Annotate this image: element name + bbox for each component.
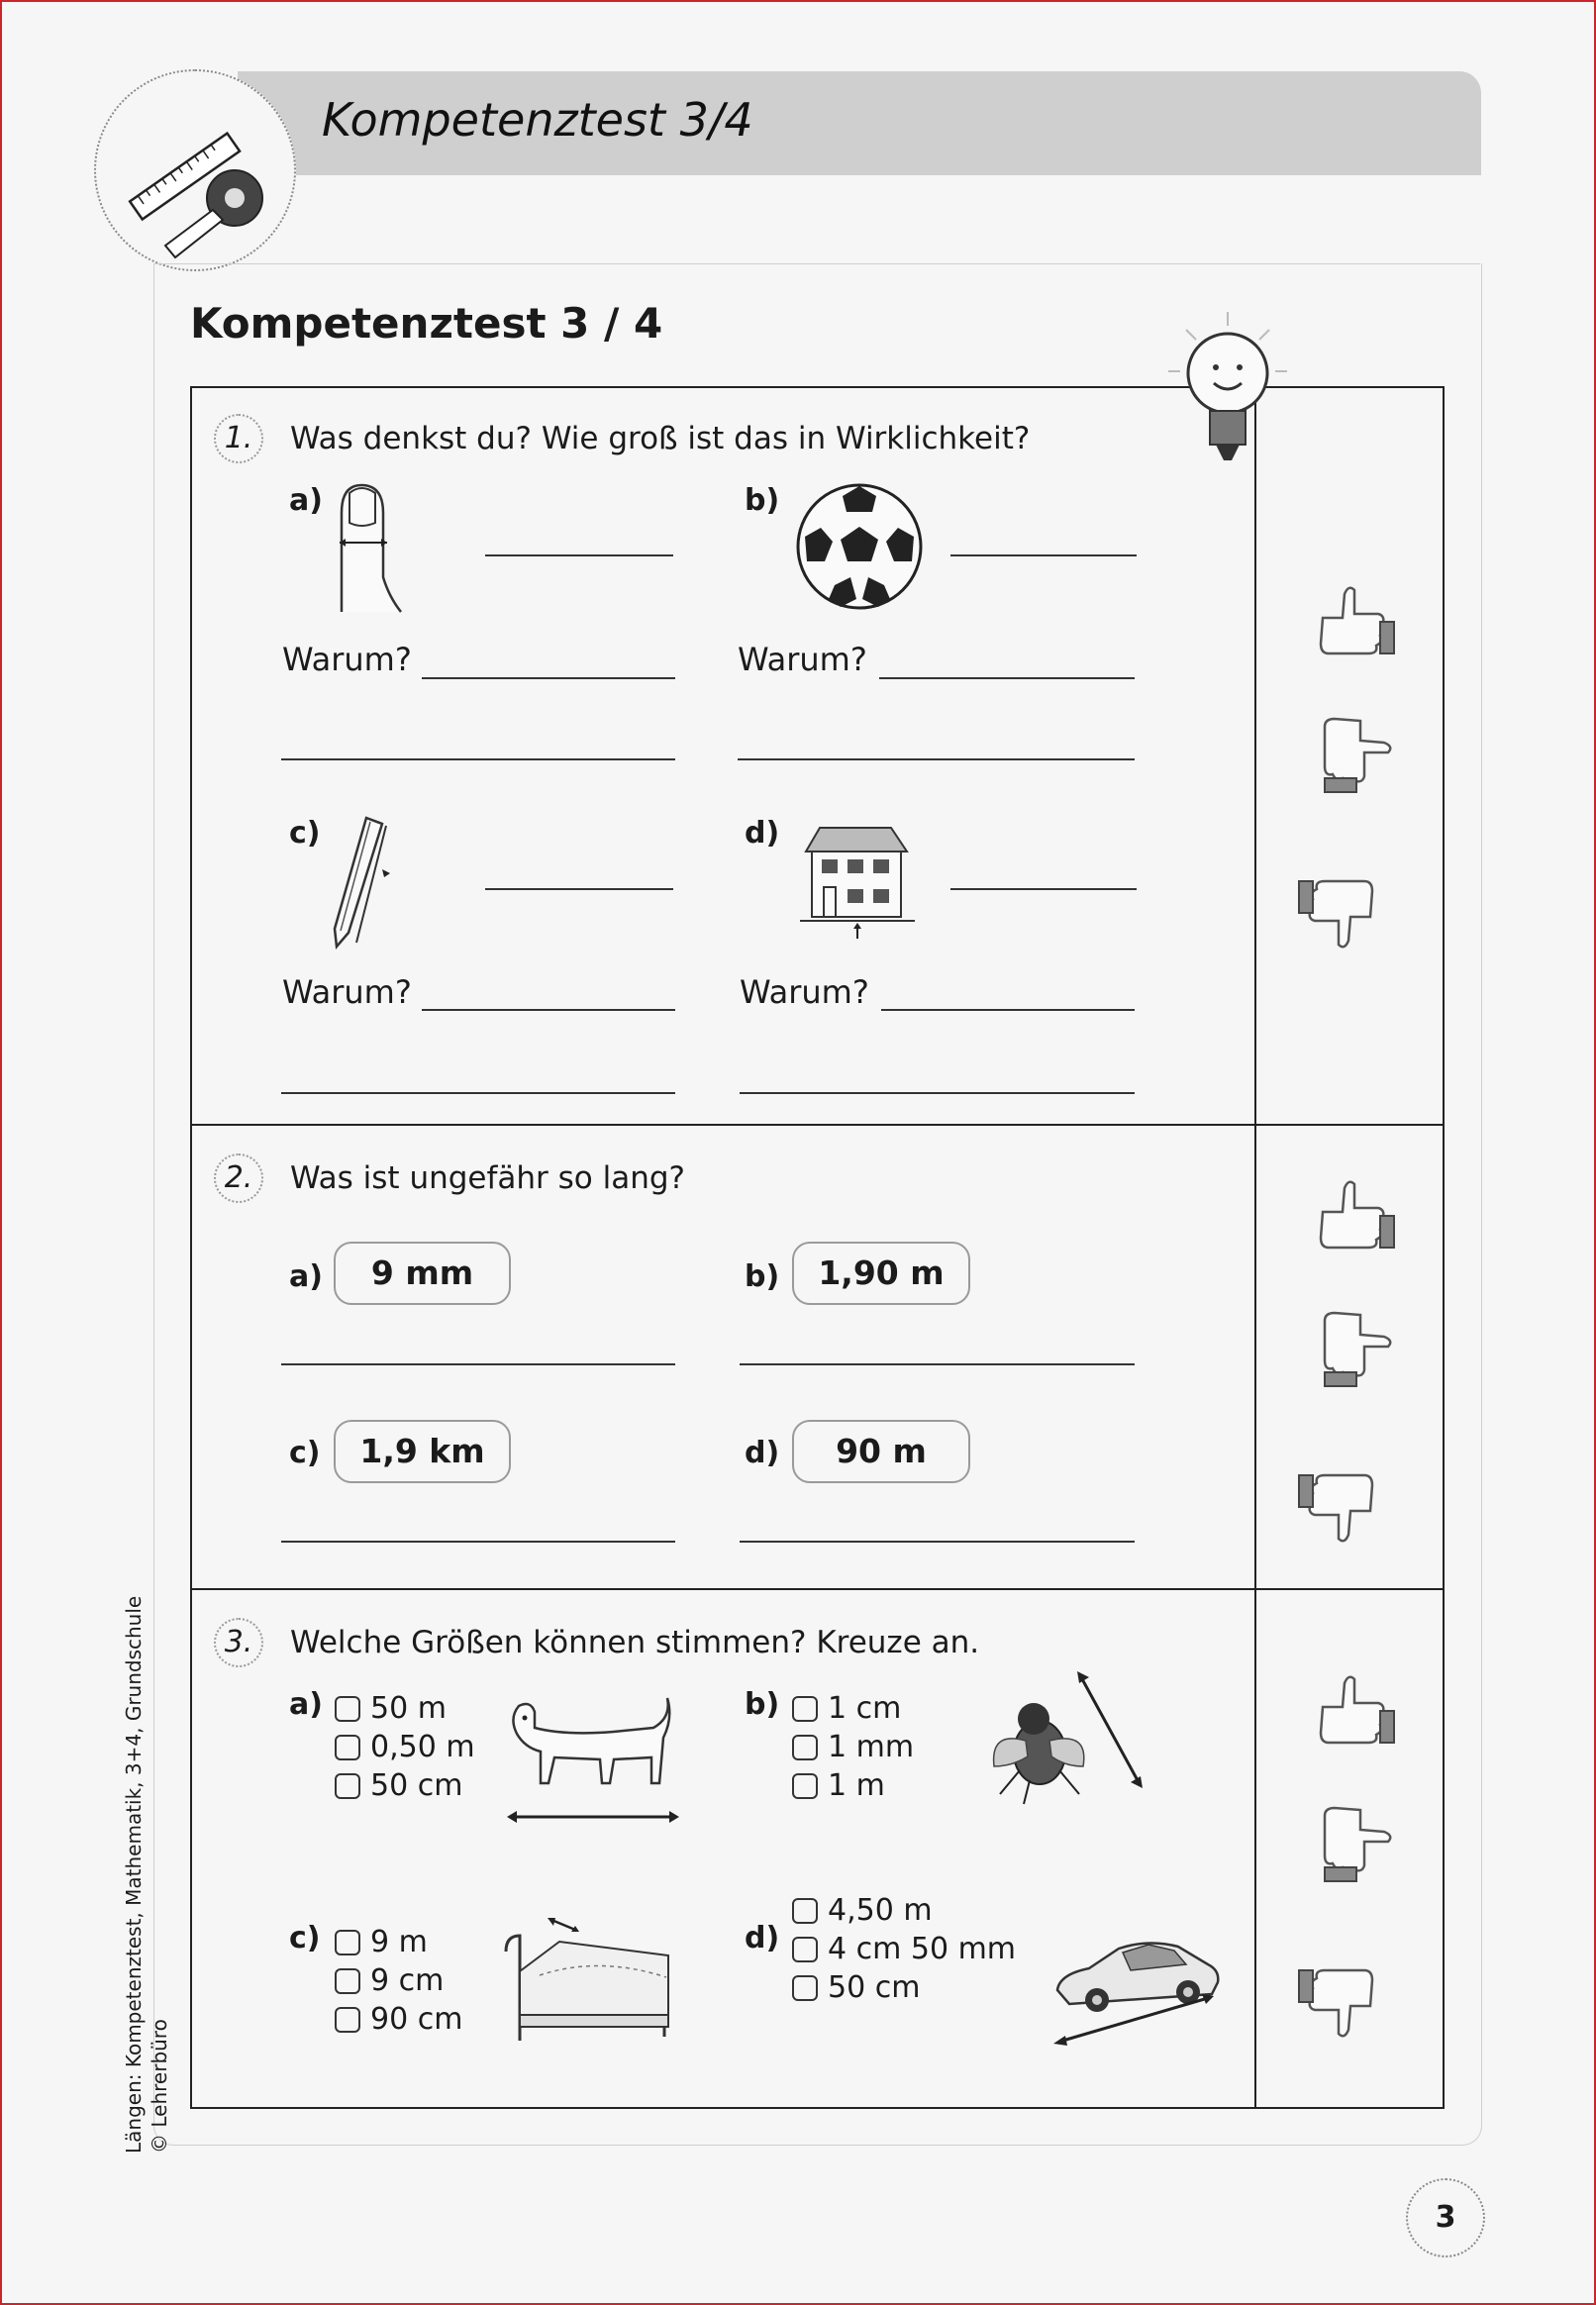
task-number: 1. <box>214 414 263 463</box>
item-label: a) <box>289 483 323 518</box>
option[interactable] <box>792 1970 920 2005</box>
option-label: 50 m <box>370 1691 447 1726</box>
option-label: 4,50 m <box>828 1893 933 1928</box>
task-divider <box>190 1124 1445 1126</box>
item-label: c) <box>289 1436 321 1470</box>
task-divider <box>190 1588 1445 1590</box>
length-value: 9 mm <box>334 1242 511 1305</box>
dog-icon <box>505 1688 683 1827</box>
answer-line <box>881 1009 1135 1011</box>
answer-line <box>422 677 675 679</box>
item-label: d) <box>745 1436 780 1470</box>
finger-icon <box>332 483 411 612</box>
checkbox[interactable] <box>335 2007 360 2033</box>
answer-line <box>422 1009 675 1011</box>
item-label: a) <box>289 1259 323 1294</box>
checkbox[interactable] <box>792 1696 818 1722</box>
item-label: a) <box>289 1687 323 1722</box>
ruler-tape-icon <box>94 69 296 271</box>
checkbox[interactable] <box>792 1735 818 1760</box>
length-value: 1,90 m <box>792 1242 970 1305</box>
option-label: 1 cm <box>828 1691 902 1726</box>
option[interactable] <box>335 1730 475 1764</box>
option[interactable] <box>335 2002 462 2037</box>
option-label: 90 cm <box>370 2002 463 2037</box>
length-value: 1,9 km <box>334 1420 511 1483</box>
assessment-column-divider <box>1254 386 1256 2109</box>
task-question: Was denkst du? Wie groß ist das in Wirklichkeit? <box>290 421 1031 456</box>
option-label: 1 m <box>828 1768 885 1803</box>
option-label: 4 cm 50 mm <box>828 1932 1017 1966</box>
lightbulb-icon <box>1168 312 1287 470</box>
car-icon <box>1049 1921 1228 2050</box>
source-line: Längen: Kompetenztest, Mathematik, 3+4, Grundschule <box>122 1595 146 2154</box>
item-label: c) <box>289 1921 321 1955</box>
checkbox[interactable] <box>792 1898 818 1924</box>
option-label: 50 cm <box>370 1768 463 1803</box>
source-credit <box>121 1596 172 2154</box>
house-icon <box>792 814 921 943</box>
answer-line <box>740 1541 1135 1543</box>
answer-line <box>738 758 1135 760</box>
answer-line <box>879 677 1135 679</box>
answer-line <box>950 554 1137 556</box>
option[interactable] <box>335 1691 447 1726</box>
answer-line <box>281 1363 675 1365</box>
option-label: 50 cm <box>828 1970 921 2005</box>
answer-line <box>281 1092 675 1094</box>
banner-title: Kompetenztest 3/4 <box>322 93 753 147</box>
checkbox[interactable] <box>792 1773 818 1799</box>
option-label: 9 m <box>370 1925 428 1959</box>
answer-line <box>485 888 673 890</box>
item-label: c) <box>289 816 321 851</box>
item-label: b) <box>745 1259 780 1294</box>
option[interactable] <box>792 1691 901 1726</box>
pencil-icon <box>327 814 406 952</box>
option[interactable] <box>792 1768 885 1803</box>
answer-line <box>281 758 675 760</box>
item-label: d) <box>745 1921 780 1955</box>
task-number: 2. <box>214 1153 263 1203</box>
task-question: Welche Größen können stimmen? Kreuze an. <box>290 1625 980 1660</box>
option[interactable] <box>335 1963 444 1998</box>
section-title: Kompetenztest 3 / 4 <box>190 299 663 348</box>
copyright: © Lehrerbüro <box>148 2019 171 2154</box>
item-label: b) <box>745 1687 780 1722</box>
length-value: 90 m <box>792 1420 970 1483</box>
answer-line <box>281 1541 675 1543</box>
warum-label: Warum? <box>282 973 412 1011</box>
warum-label: Warum? <box>282 641 412 678</box>
checkbox[interactable] <box>792 1937 818 1962</box>
checkbox[interactable] <box>335 1930 360 1955</box>
option[interactable] <box>335 1925 428 1959</box>
bed-icon <box>500 1916 678 2054</box>
option-label: 9 cm <box>370 1963 445 1998</box>
answer-line <box>740 1092 1135 1094</box>
page-number: 3 <box>1406 2178 1485 2257</box>
checkbox[interactable] <box>335 1696 360 1722</box>
task-question: Was ist ungefähr so lang? <box>290 1160 686 1196</box>
item-label: d) <box>745 816 780 851</box>
option-label: 1 mm <box>828 1730 915 1764</box>
checkbox[interactable] <box>335 1773 360 1799</box>
option[interactable] <box>335 1768 462 1803</box>
option-label: 0,50 m <box>370 1730 475 1764</box>
checkbox[interactable] <box>792 1975 818 2001</box>
option[interactable] <box>792 1893 933 1928</box>
item-label: b) <box>745 483 780 518</box>
fly-icon <box>980 1671 1158 1810</box>
answer-line <box>740 1363 1135 1365</box>
option[interactable] <box>792 1932 1016 1966</box>
football-icon <box>795 482 924 611</box>
option[interactable] <box>792 1730 914 1764</box>
warum-label: Warum? <box>738 641 867 678</box>
task-number: 3. <box>214 1618 263 1667</box>
answer-line <box>950 888 1137 890</box>
checkbox[interactable] <box>335 1735 360 1760</box>
warum-label: Warum? <box>740 973 869 1011</box>
checkbox[interactable] <box>335 1968 360 1994</box>
answer-line <box>485 554 673 556</box>
